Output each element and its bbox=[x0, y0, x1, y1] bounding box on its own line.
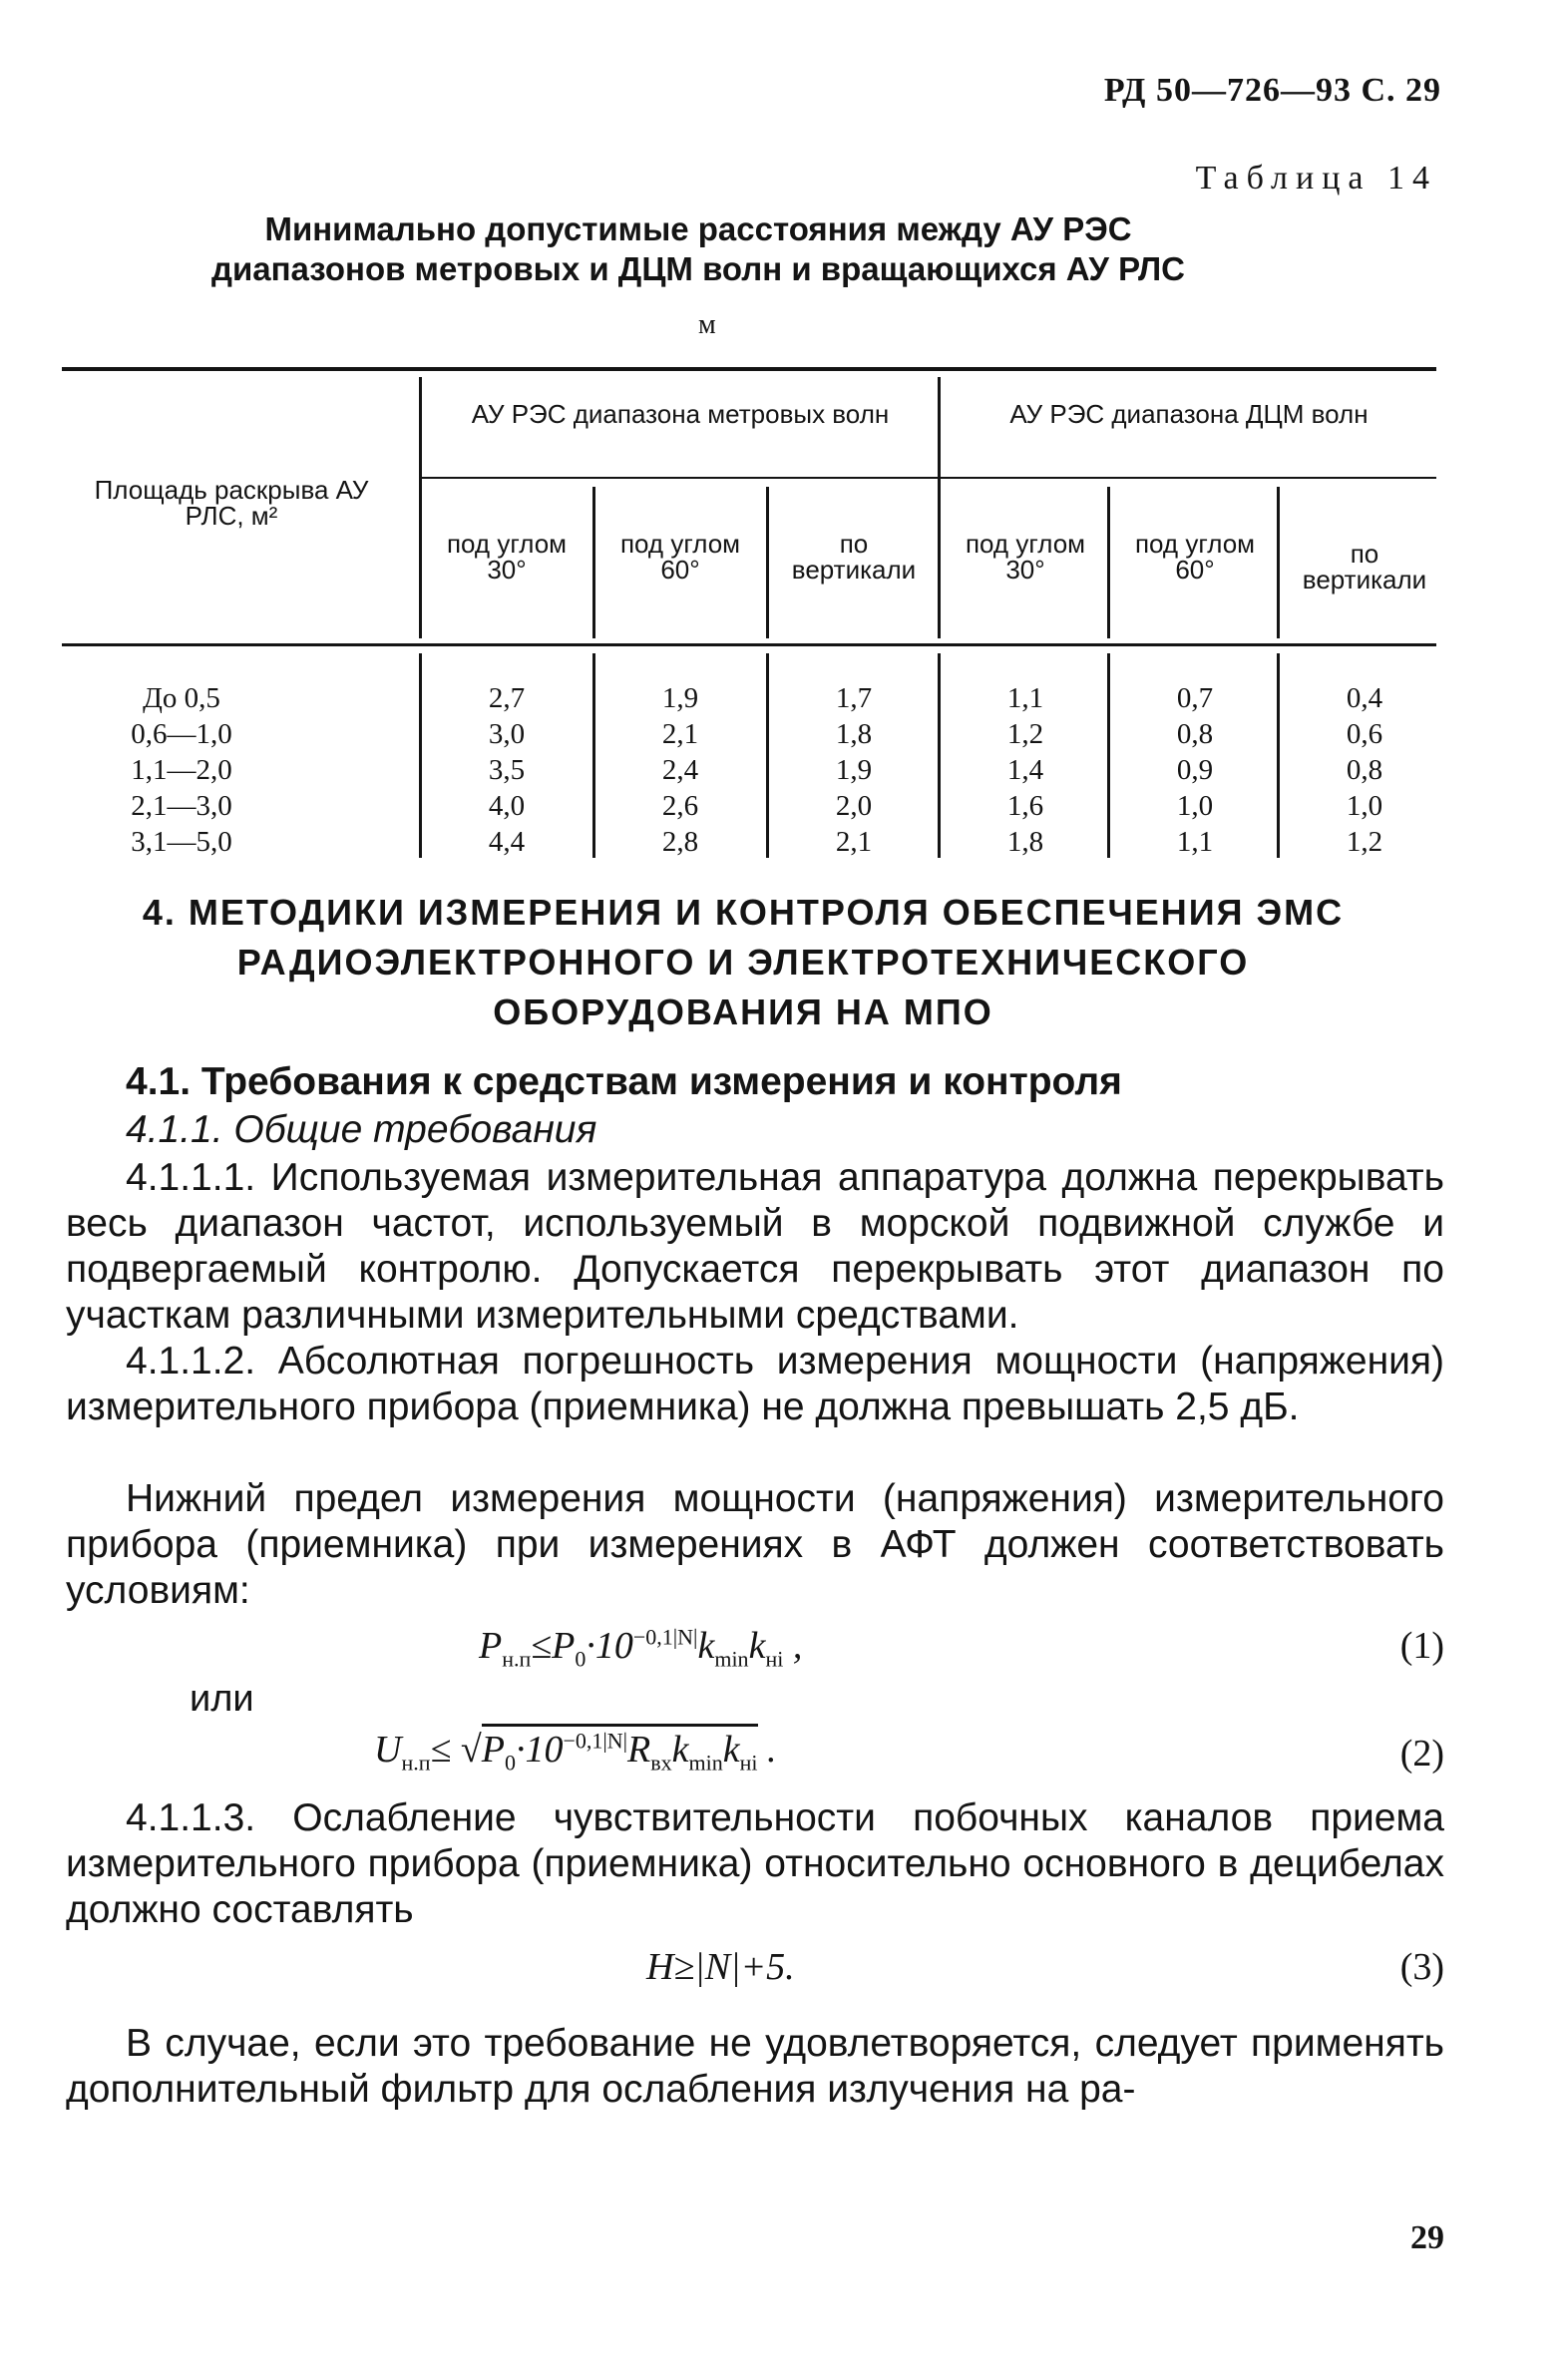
paragraph-4-1-1-2: 4.1.1.2. Абсолютная погрешность измерения мощности (напряжения) измерительного прибора (приемника) не должна превышать 2,5 дБ. bbox=[66, 1340, 1444, 1428]
table-cell: 0,8 bbox=[1346, 754, 1383, 786]
section-heading bbox=[120, 888, 1367, 1037]
table-vrule bbox=[419, 653, 422, 858]
metre-band-header: АУ РЭС диапазона метровых волн bbox=[471, 399, 890, 429]
sub-header: под углом 30° bbox=[446, 529, 568, 585]
table-cell: 2,8 bbox=[661, 826, 699, 858]
area-column bbox=[62, 680, 301, 860]
sub-header: под углом 60° bbox=[619, 529, 741, 585]
page-number: 29 bbox=[1410, 2219, 1444, 2256]
value-column bbox=[606, 680, 754, 860]
table-label: Таблица 14 bbox=[1195, 160, 1437, 197]
table-cell: 2,0 bbox=[835, 790, 873, 822]
table-cell: 2,1 bbox=[835, 826, 873, 858]
table-cell: 0,6—1,0 bbox=[131, 718, 232, 750]
section-heading-line-3: ОБОРУДОВАНИЯ НА МПО bbox=[493, 991, 993, 1032]
table-vrule bbox=[1107, 653, 1110, 858]
paragraph-filter: В случае, если это требование не удовлетворяется, следует применять дополнительный фильтр для ослабления излучения на ра- bbox=[66, 2022, 1444, 2111]
table-unit: м bbox=[698, 309, 716, 340]
table-cell: 1,9 bbox=[835, 754, 873, 786]
subsection-heading-4-1: 4.1. Требования к средствам измерения и контроля bbox=[126, 1060, 1122, 1103]
value-column bbox=[1291, 680, 1438, 860]
table-vrule bbox=[1107, 487, 1110, 638]
table-cell: 1,0 bbox=[1346, 790, 1383, 822]
value-column bbox=[952, 680, 1099, 860]
table-cell: 4,0 bbox=[488, 790, 526, 822]
table-title-line-2: диапазонов метровых и ДЦМ волн и вращающихся АУ РЛС bbox=[211, 250, 1185, 287]
table-header-rule bbox=[62, 643, 1436, 646]
sub-header: под углом 30° bbox=[965, 529, 1086, 585]
table-cell: 1,8 bbox=[835, 718, 873, 750]
sub-header: по вертикали bbox=[1302, 539, 1427, 594]
table-title-line-1: Минимально допустимые расстояния между АУ РЭС bbox=[264, 210, 1132, 247]
subsection-heading-4-1-1: 4.1.1. Общие требования bbox=[126, 1108, 597, 1151]
table-vrule bbox=[592, 653, 595, 858]
section-heading-line-2: РАДИОЭЛЕКТРОННОГО И ЭЛЕКТРОТЕХНИЧЕСКОГО bbox=[236, 942, 1250, 983]
table-vrule bbox=[766, 653, 769, 858]
paragraph-4-1-1-1: 4.1.1.1. Используемая измерительная аппаратура должна перекрывать весь диапазон частот, используемый в морской подвижной службе и подвергаемый контролю. Допускается перекрывать этот диапазон по участкам различными измерительными средствами. bbox=[66, 1156, 1444, 1337]
table-cell: 3,0 bbox=[488, 718, 526, 750]
table-cell: 2,6 bbox=[661, 790, 699, 822]
table-cell: 1,9 bbox=[661, 682, 699, 714]
section-heading-line-1: 4. МЕТОДИКИ ИЗМЕРЕНИЯ И КОНТРОЛЯ ОБЕСПЕЧЕНИЯ ЭМС bbox=[142, 892, 1345, 933]
table-cell: 4,4 bbox=[488, 826, 526, 858]
table-cell: 1,1 bbox=[1006, 682, 1044, 714]
table-vrule bbox=[419, 377, 422, 638]
table-cell: 2,4 bbox=[661, 754, 699, 786]
table-cell: 1,0 bbox=[1176, 790, 1214, 822]
table-cell: 0,9 bbox=[1176, 754, 1214, 786]
table-cell: До 0,5 bbox=[143, 682, 220, 714]
formula-1-number: (1) bbox=[1399, 1625, 1444, 1667]
table-cell: 1,2 bbox=[1346, 826, 1383, 858]
table-group-rule bbox=[421, 477, 1436, 479]
table-vrule bbox=[1277, 653, 1280, 858]
table-cell: 0,7 bbox=[1176, 682, 1214, 714]
table-cell: 2,1 bbox=[661, 718, 699, 750]
doc-reference: РД 50—726—93 С. 29 bbox=[1103, 72, 1441, 109]
table-cell: 0,4 bbox=[1346, 682, 1383, 714]
sub-header: по вертикали bbox=[791, 529, 917, 585]
table-cell: 2,1—3,0 bbox=[131, 790, 232, 822]
table-cell: 0,6 bbox=[1346, 718, 1383, 750]
table-cell: 2,7 bbox=[488, 682, 526, 714]
table-vrule bbox=[1277, 487, 1280, 638]
table-cell: 3,1—5,0 bbox=[131, 826, 232, 858]
table-vrule bbox=[766, 487, 769, 638]
dcm-band-header: АУ РЭС диапазона ДЦМ волн bbox=[1009, 399, 1369, 429]
table-title bbox=[150, 209, 1247, 289]
area-column-header: Площадь раскрыва АУ РЛС, м² bbox=[94, 475, 369, 531]
table-cell: 1,8 bbox=[1006, 826, 1044, 858]
formula-2-number: (2) bbox=[1399, 1733, 1444, 1775]
value-column bbox=[433, 680, 581, 860]
table-cell: 1,7 bbox=[835, 682, 873, 714]
sub-header: под углом 60° bbox=[1134, 529, 1256, 585]
table-cell: 1,1 bbox=[1176, 826, 1214, 858]
or-connector: или bbox=[190, 1678, 254, 1720]
paragraph-lower-limit: Нижний предел измерения мощности (напряжения) измерительного прибора (приемника) при измерениях в АФТ должен соответствовать условиям: bbox=[66, 1477, 1444, 1612]
table-vrule bbox=[592, 487, 595, 638]
value-column bbox=[1121, 680, 1269, 860]
formula-1: $P_{н.п}\le P_0\cdot 10^{-0,1|N|}k_{min}k_{нi}$ , bbox=[479, 1624, 803, 1672]
formula-3-number: (3) bbox=[1399, 1946, 1444, 1988]
table-cell: 1,4 bbox=[1006, 754, 1044, 786]
table-cell: 1,6 bbox=[1006, 790, 1044, 822]
table-cell: 1,1—2,0 bbox=[131, 754, 232, 786]
table-top-rule bbox=[62, 367, 1436, 371]
table-cell: 0,8 bbox=[1176, 718, 1214, 750]
table-cell: 1,2 bbox=[1006, 718, 1044, 750]
table-cell: 3,5 bbox=[488, 754, 526, 786]
formula-3: H≥|N|+5. bbox=[646, 1946, 795, 1988]
paragraph-4-1-1-3: 4.1.1.3. Ослабление чувствительности побочных каналов приема измерительного прибора (приемника) относительно основного в децибелах должно составлять bbox=[66, 1796, 1444, 1931]
value-column bbox=[780, 680, 928, 860]
table-vrule bbox=[938, 377, 941, 638]
formula-2: $U_{н.п}\le √P_0\cdot 10^{-0,1|N|}R_{вх}k_{min}k_{нi}$ . bbox=[374, 1728, 777, 1777]
table-vrule bbox=[938, 653, 941, 858]
distance-table bbox=[62, 359, 1436, 868]
